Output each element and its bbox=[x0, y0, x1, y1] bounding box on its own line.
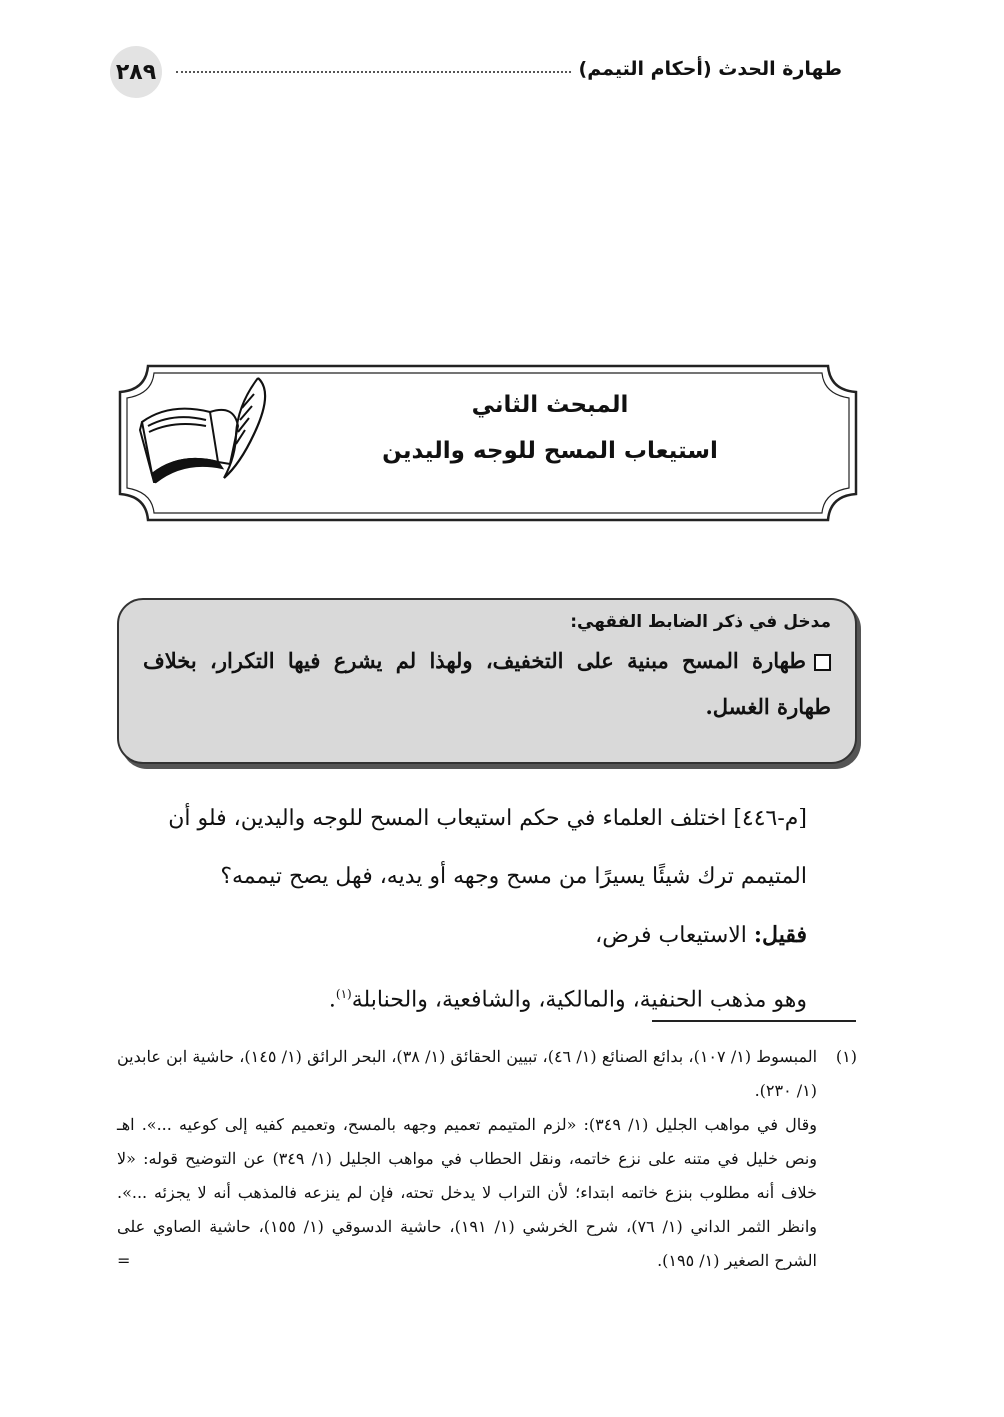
footnote-ref[interactable]: (١) bbox=[335, 987, 352, 1001]
continuation-mark: = bbox=[117, 1251, 131, 1270]
opinion-lead: فقيل: bbox=[753, 922, 807, 948]
footnote-line: وقال في مواهب الجليل (١/ ٣٤٩): «لزم المتيمم تعميم وجهه بالمسح، وتعميم كفيه إلى كوعيه ...». اهـ ونص خليل في متنه على نزع خاتمه، ونقل الحطاب في مواهب الجليل (١/ ٣٤٩) عن التوضيح قوله: «لا خلاف أنه مطلوب بنزع خاتمه ابتداء؛ لأن التراب لا يدخل تحته، فإن لم ينزعه فالمذهب أنه لا يجزئه ...». وانظر الثمر الداني (١/ ٧٦)، شرح الخرشي (١/ ١٩١)، حاشية الدسوقي (١/ ١٥٥)، حاشية الصاوي على الشرح الصغير (١/ ١٩٥). bbox=[117, 1115, 818, 1270]
opinion-text: الاستيعاب فرض، bbox=[595, 923, 754, 948]
rule-text bbox=[143, 638, 831, 730]
footnote bbox=[117, 1040, 857, 1278]
rule-heading: مدخل في ذكر الضابط الفقهي: bbox=[570, 612, 831, 632]
paragraph: [م-٤٤٦] اختلف العلماء في حكم استيعاب المسح للوجه واليدين، فلو أن المتيمم ترك شيئًا يسيرًا من مسح وجهه أو يديه، فهل يصح تيممه؟ bbox=[168, 806, 807, 889]
running-title: طهارة الحدث (أحكام التيمم) bbox=[578, 58, 842, 80]
footnote-line: المبسوط (١/ ١٠٧)، بدائع الصنائع (١/ ٤٦)، تبيين الحقائق (١/ ٣٨)، البحر الرائق (١/ ١٤٥)، حاشية ابن عابدين (١/ ٢٣٠). bbox=[117, 1047, 818, 1100]
header-leader-dots bbox=[176, 71, 571, 73]
rule-box bbox=[117, 598, 857, 764]
section-subtitle: استيعاب المسح للوجه واليدين bbox=[382, 438, 718, 464]
footnote-number: (١) bbox=[835, 1047, 857, 1066]
section-title bbox=[300, 392, 800, 464]
footnote-separator bbox=[652, 1020, 856, 1022]
footnotes bbox=[117, 1040, 857, 1278]
rule-body: طهارة المسح مبنية على التخفيف، ولهذا لم يشرع فيها التكرار، بخلاف طهارة الغسل. bbox=[143, 648, 831, 719]
opinion-line bbox=[117, 906, 857, 965]
footnote-body bbox=[117, 1040, 817, 1278]
page-number: ٢٨٩ bbox=[110, 46, 162, 98]
main-text bbox=[117, 790, 857, 1029]
running-header bbox=[176, 54, 842, 84]
section-heading: المبحث الثاني bbox=[471, 392, 629, 418]
checkbox-icon bbox=[814, 654, 831, 671]
madhhab-end: . bbox=[328, 987, 336, 1013]
madhhab-text: وهو مذهب الحنفية، والمالكية، والشافعية، والحنابلة bbox=[351, 987, 807, 1013]
